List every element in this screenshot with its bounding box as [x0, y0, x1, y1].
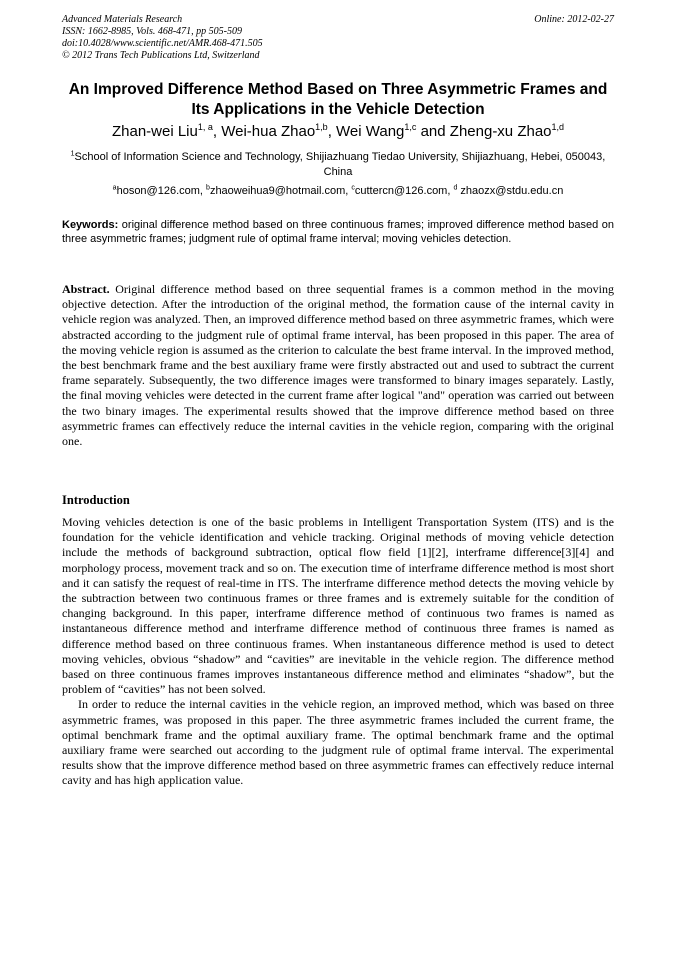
author-sup: 1, a — [197, 122, 213, 132]
intro-paragraph: Moving vehicles detection is one of the basic problems in Intelligent Transportation System (ITS) and is the foundation for the vehicle identification and vehicle tracking. Original methods of moving vehicle detection include the methods of background subtraction, optical flow field [1][2], interframe difference[3][4] and morphology process, movement track and so on. The execution time of interframe difference method is most short and it can satisfy the request of real-time in ITS. The interframe difference method detects the moving vehicle by the subtraction between two continuous frames or three frames and is extremely suitable for the condition of changing background. In this paper, interframe difference method of continuous two frames is named as instantaneous difference method and interframe difference method of continuous three frames is named as difference method based on three continuous frames. When instantaneous difference method is used to detect moving vehicles, obvious “shadow” and “cavities” are inevitable in the vehicle region. The difference method based on three continuous frames improves instantaneous difference method and eliminates “shadow”, but the problem of “cavities” has not been solved. — [62, 515, 614, 697]
email-sup: b — [206, 184, 210, 192]
issn-line: ISSN: 1662-8985, Vols. 468-471, pp 505-509 — [62, 26, 242, 37]
author-sep: , — [327, 123, 337, 140]
author-sup: 1,d — [551, 122, 565, 132]
keywords-label: Keywords: — [62, 219, 119, 231]
author-name: Wei-hua Zhao — [221, 123, 316, 140]
email-address: zhaoweihua9@hotmail.com, — [209, 185, 349, 197]
doi-line: doi:10.4028/www.scientific.net/AMR.468-471.505 — [62, 38, 263, 49]
introduction-body — [62, 515, 614, 789]
keywords-text: original difference method based on three continuous frames; improved difference method based on three asymmetric frames; judgment rule of optimal frame interval; moving vehicles detection. — [62, 219, 614, 245]
abstract-text: Original difference method based on three sequential frames is a common method in the moving objective detection. After the introduction of the original method, the formation cause of the internal cavity in vehicle region was analyzed. Then, an improved difference method based on three asymmetric frames, which were abstracted according to the judgment rule of optimal frame interval, has been proposed in this paper. The area of the moving vehicle region is assumed as the criterion to calculate the best frame interval. In the improved method, the best benchmark frame and the best auxiliary frame were firstly abstracted out and used to subtract the current frame separately. Subsequently, the two difference images were transformed to binary images separately. Lastly, the final moving vehicles were detected in the current frame after logical "and" operation was carried out between the two binary images. The experimental results showed that the improve difference method based on three asymmetric frames can effectively reduce the internal cavities in the vehicle region, comparing with the original one. — [62, 282, 614, 449]
abstract-label: Abstract. — [62, 282, 110, 296]
email-address: zhaozx@stdu.edu.cn — [457, 185, 564, 197]
author-name: Zheng-xu Zhao — [449, 123, 552, 140]
online-date: Online: 2012-02-27 — [534, 14, 614, 25]
author-name: Zhan-wei Liu — [111, 123, 198, 140]
affiliation-text: School of Information Science and Technology, Shijiazhuang Tiedao University, Shijiazhuang, Hebei, 050043, China — [74, 151, 606, 178]
email-list — [62, 184, 614, 199]
affiliation-sup: 1 — [70, 150, 75, 158]
author-list — [62, 122, 614, 142]
paper-title: An Improved Difference Method Based on Three Asymmetric Frames and Its Applications in the Vehicle Detection — [68, 81, 608, 118]
keywords — [62, 219, 614, 246]
copyright-line: © 2012 Trans Tech Publications Ltd, Switzerland — [62, 50, 260, 61]
email-sup: c — [351, 184, 355, 192]
journal-name: Advanced Materials Research — [62, 14, 183, 25]
author-sep: , — [212, 123, 222, 140]
author-sup: 1,b — [315, 122, 328, 132]
author-name: Wei Wang — [336, 123, 405, 140]
author-sep: and — [416, 123, 450, 140]
journal-header — [62, 14, 442, 62]
email-address: hoson@126.com, — [116, 185, 203, 197]
email-sup: a — [112, 184, 117, 192]
email-sup: d — [453, 184, 458, 192]
affiliation — [62, 150, 614, 180]
author-sup: 1,c — [404, 122, 417, 132]
email-address: cuttercn@126.com, — [354, 185, 451, 197]
intro-paragraph: In order to reduce the internal cavities in the vehicle region, an improved method, which was based on three asymmetric frames, was proposed in this paper. The three asymmetric frames included the current frame, the optimal benchmark frame and the optimal auxiliary frame. The optimal benchmark frame and the optimal auxiliary frame were searched out according to the judgment rule of optimal frame interval. The experimental results show that the improve difference method based on three asymmetric frames can effectively reduce internal cavity and has high application value. — [62, 697, 614, 788]
abstract — [62, 282, 614, 449]
section-heading-introduction: Introduction — [62, 493, 130, 507]
